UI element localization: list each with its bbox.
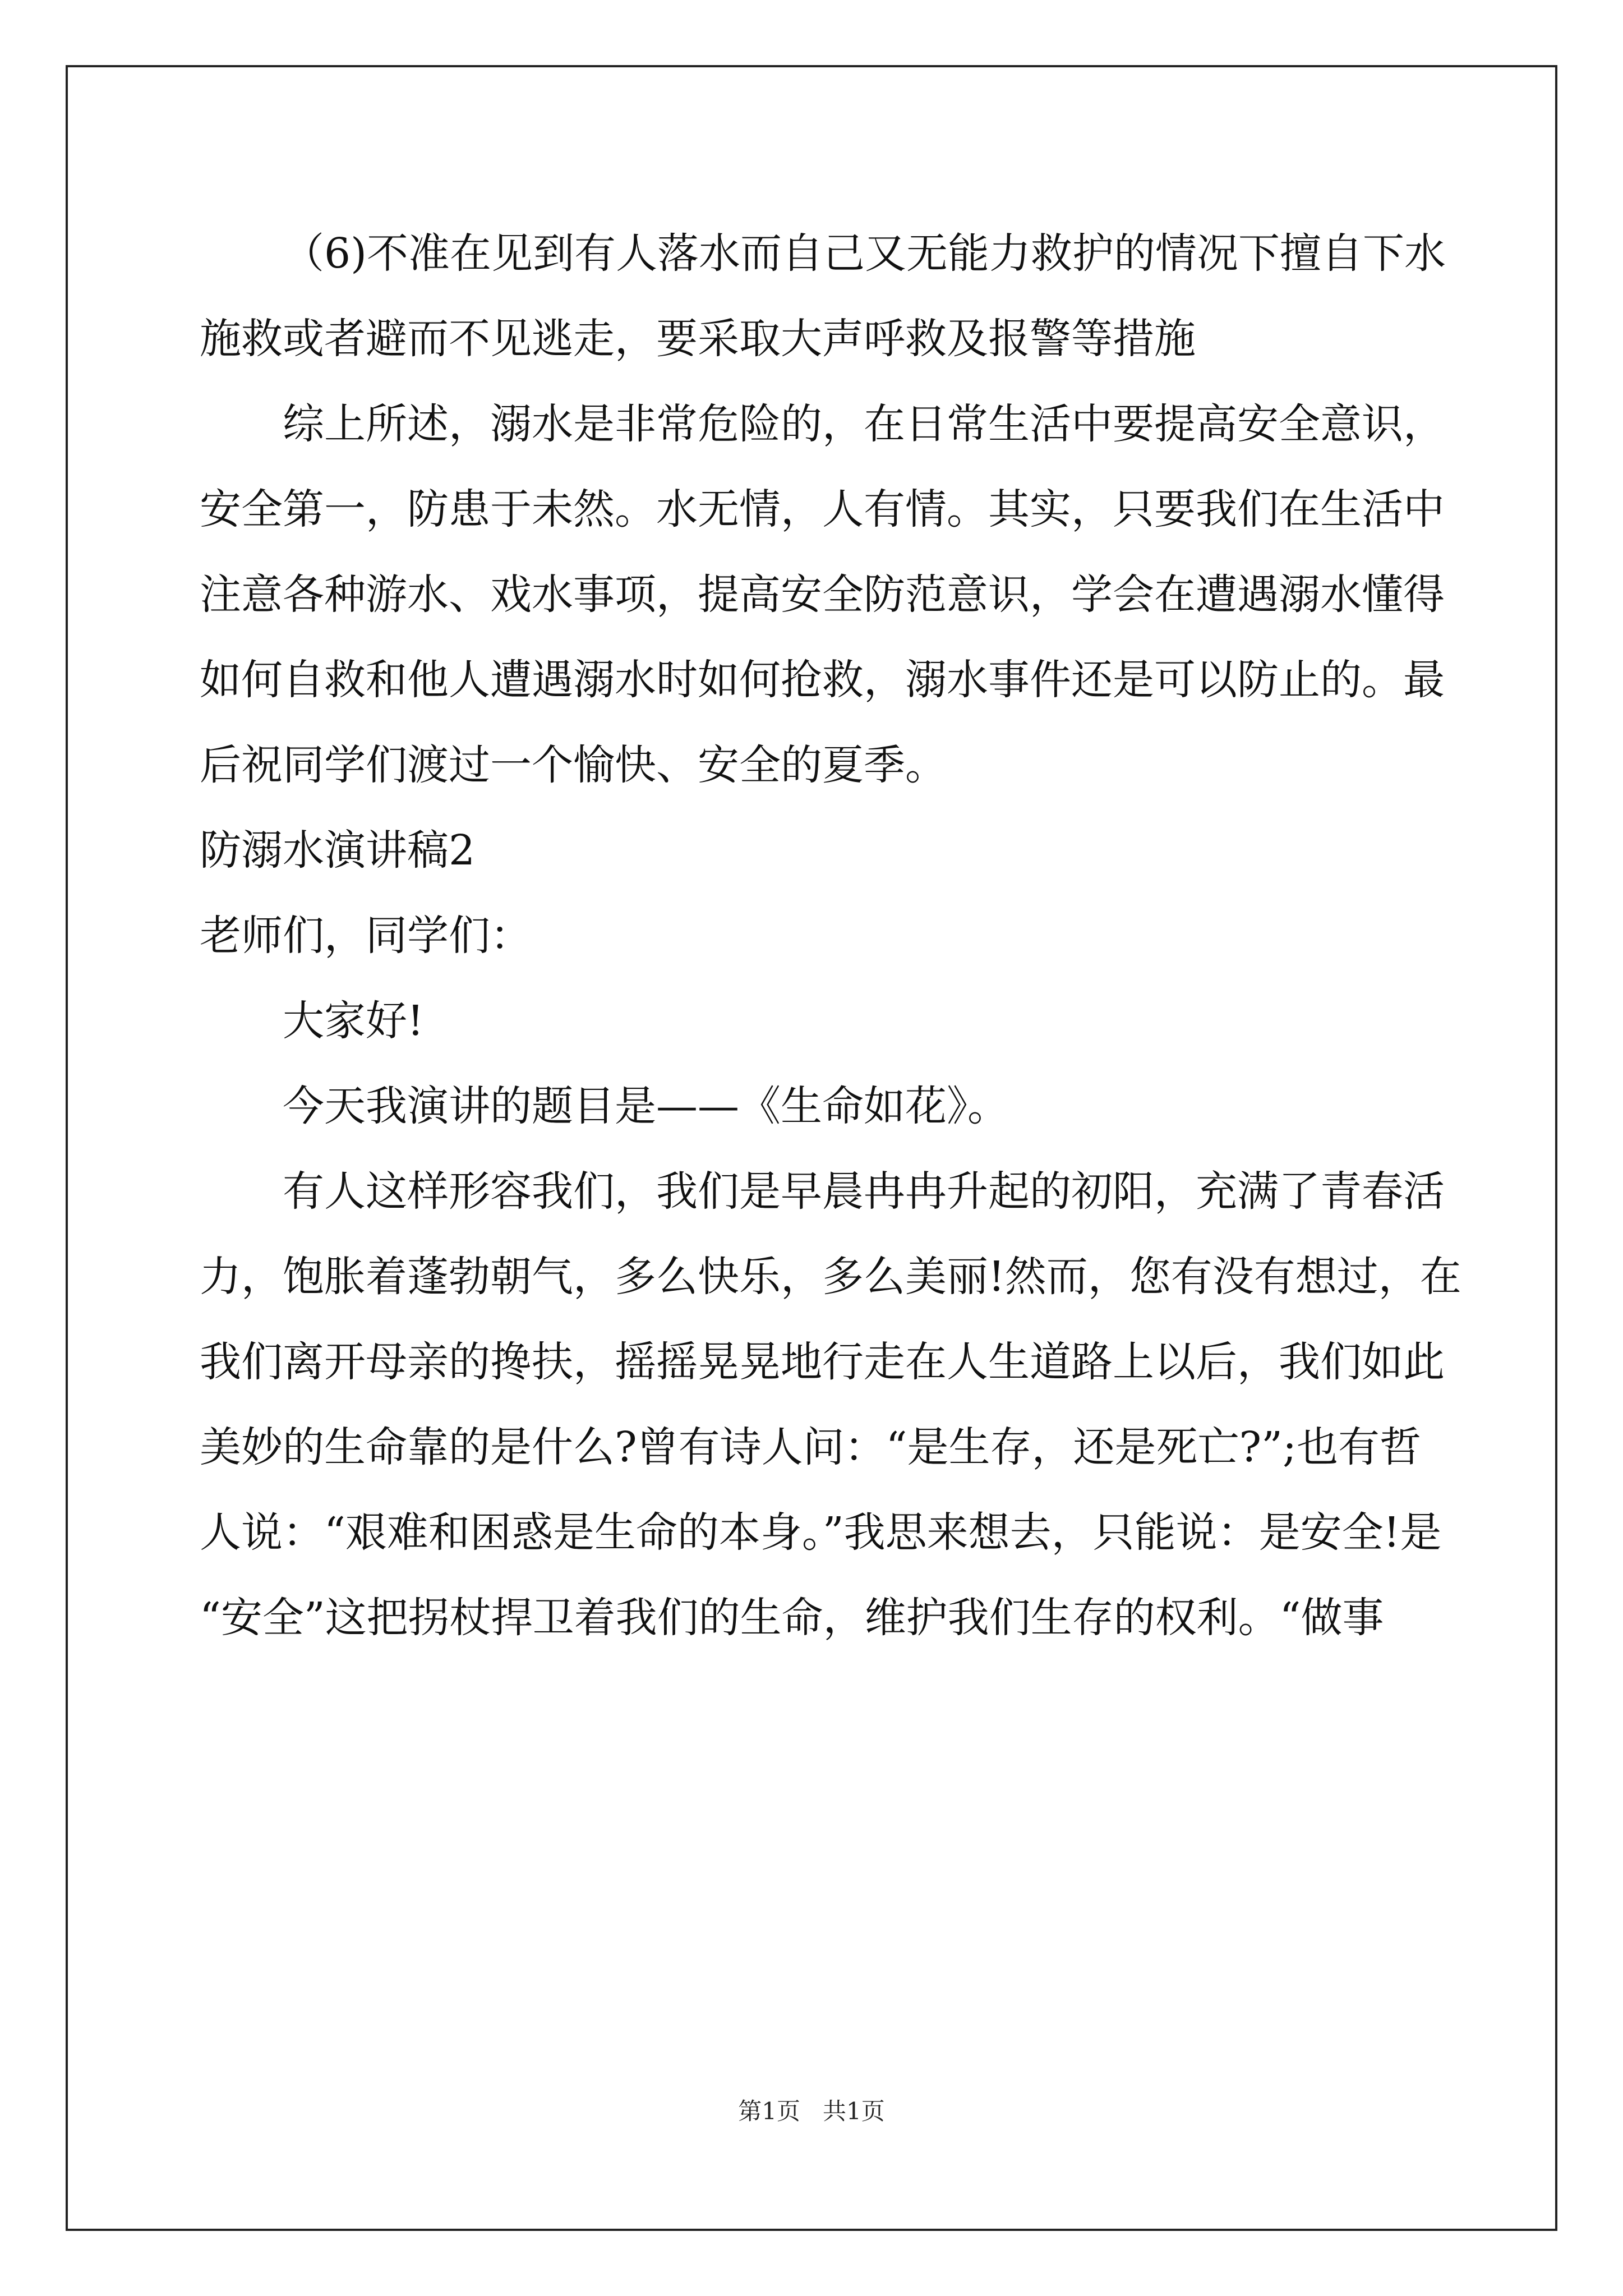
section-title: 防溺水演讲稿2	[200, 826, 476, 875]
paragraph-line: 如何自救和他人遭遇溺水时如何抢救，溺水事件还是可以防止的。最	[200, 656, 1445, 704]
paragraph-line: 我们离开母亲的搀扶，摇摇晃晃地行走在人生道路上以后，我们如此	[200, 1338, 1445, 1386]
paragraph-line: 美妙的生命靠的是什么?曾有诗人问：“是生存，还是死亡?”;也有哲	[200, 1423, 1421, 1471]
paragraph-line: 注意各种游水、戏水事项，提高安全防范意识，学会在遭遇溺水懂得	[200, 570, 1445, 619]
paragraph-line: 施救或者避而不见逃走，要采取大声呼救及报警等措施	[200, 315, 1196, 363]
greeting: 大家好!	[283, 997, 424, 1045]
paragraph-line: 人说：“艰难和困惑是生命的本身。”我思来想去，只能说：是安全!是	[200, 1508, 1442, 1557]
paragraph-line: 有人这样形容我们，我们是早晨冉冉升起的初阳，充满了青春活	[283, 1167, 1445, 1216]
page-number-current: 第1页	[738, 2097, 800, 2125]
document-body	[200, 211, 1461, 1660]
paragraph-line: 后祝同学们渡过一个愉快、安全的夏季。	[200, 741, 947, 789]
paragraph-line: “安全”这把拐杖捍卫着我们的生命，维护我们生存的权利。“做事	[200, 1594, 1384, 1642]
salutation: 老师们，同学们：	[200, 912, 532, 960]
page-footer	[0, 2093, 1623, 2127]
paragraph-line: 综上所述，溺水是非常危险的，在日常生活中要提高安全意识，	[283, 400, 1445, 448]
paragraph-line: 今天我演讲的题目是——《生命如花》。	[283, 1082, 1009, 1130]
paragraph-line: （6)不准在见到有人落水而自己又无能力救护的情况下擅自下水	[283, 229, 1446, 278]
paragraph-line: 安全第一，防患于未然。水无情，人有情。其实，只要我们在生活中	[200, 485, 1445, 533]
page-number-total: 共1页	[823, 2097, 885, 2125]
paragraph-line: 力，饱胀着蓬勃朝气，多么快乐，多么美丽!然而，您有没有想过，在	[200, 1253, 1461, 1301]
